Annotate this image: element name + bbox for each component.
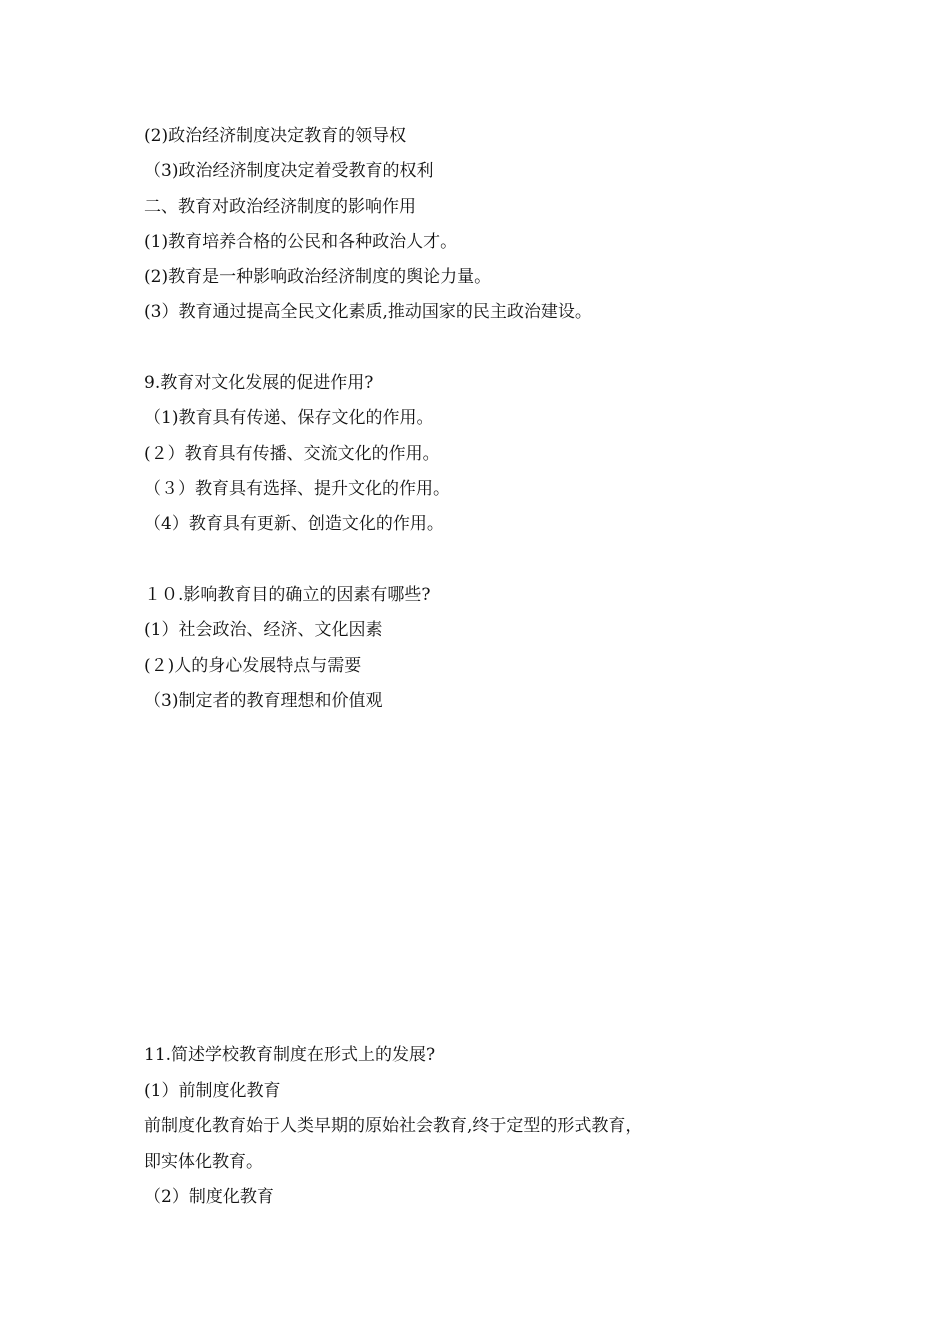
question-11-sub-2: （2）制度化教育	[144, 1187, 274, 1207]
question-11-paragraph-line: 即实体化教育。	[144, 1152, 263, 1172]
question-9-title: 9.教育对文化发展的促进作用?	[144, 373, 374, 393]
question-10-item: (２)人的身心发展特点与需要	[144, 656, 362, 676]
question-11-title: 11.简述学校教育制度在形式上的发展?	[144, 1045, 436, 1065]
question-9-item: (２）教育具有传播、交流文化的作用。	[144, 444, 440, 464]
question-10-item: （3)制定者的教育理想和价值观	[144, 691, 383, 711]
question-9-item: （4）教育具有更新、创造文化的作用。	[144, 514, 444, 534]
politics-item-3: （3)政治经济制度决定着受教育的权利	[144, 161, 434, 181]
question-9-item: （３）教育具有选择、提升文化的作用。	[144, 479, 450, 499]
question-11-paragraph-line: 前制度化教育始于人类早期的原始社会教育,终于定型的形式教育，	[144, 1116, 643, 1136]
section-heading: 二、教育对政治经济制度的影响作用	[144, 197, 416, 217]
effect-item-3: (3）教育通过提高全民文化素质,推动国家的民主政治建设。	[144, 302, 592, 322]
question-11-sub-1: (1）前制度化教育	[144, 1081, 281, 1101]
question-10-title: １０.影响教育目的确立的因素有哪些?	[144, 585, 431, 605]
effect-item-2: (2)教育是一种影响政治经济制度的舆论力量。	[144, 267, 492, 287]
politics-item-2: (2)政治经济制度决定教育的领导权	[144, 126, 407, 146]
effect-item-1: (1)教育培养合格的公民和各种政治人才。	[144, 232, 458, 252]
question-10-item: (1）社会政治、经济、文化因素	[144, 620, 383, 640]
question-9-item: （1)教育具有传递、保存文化的作用。	[144, 408, 434, 428]
